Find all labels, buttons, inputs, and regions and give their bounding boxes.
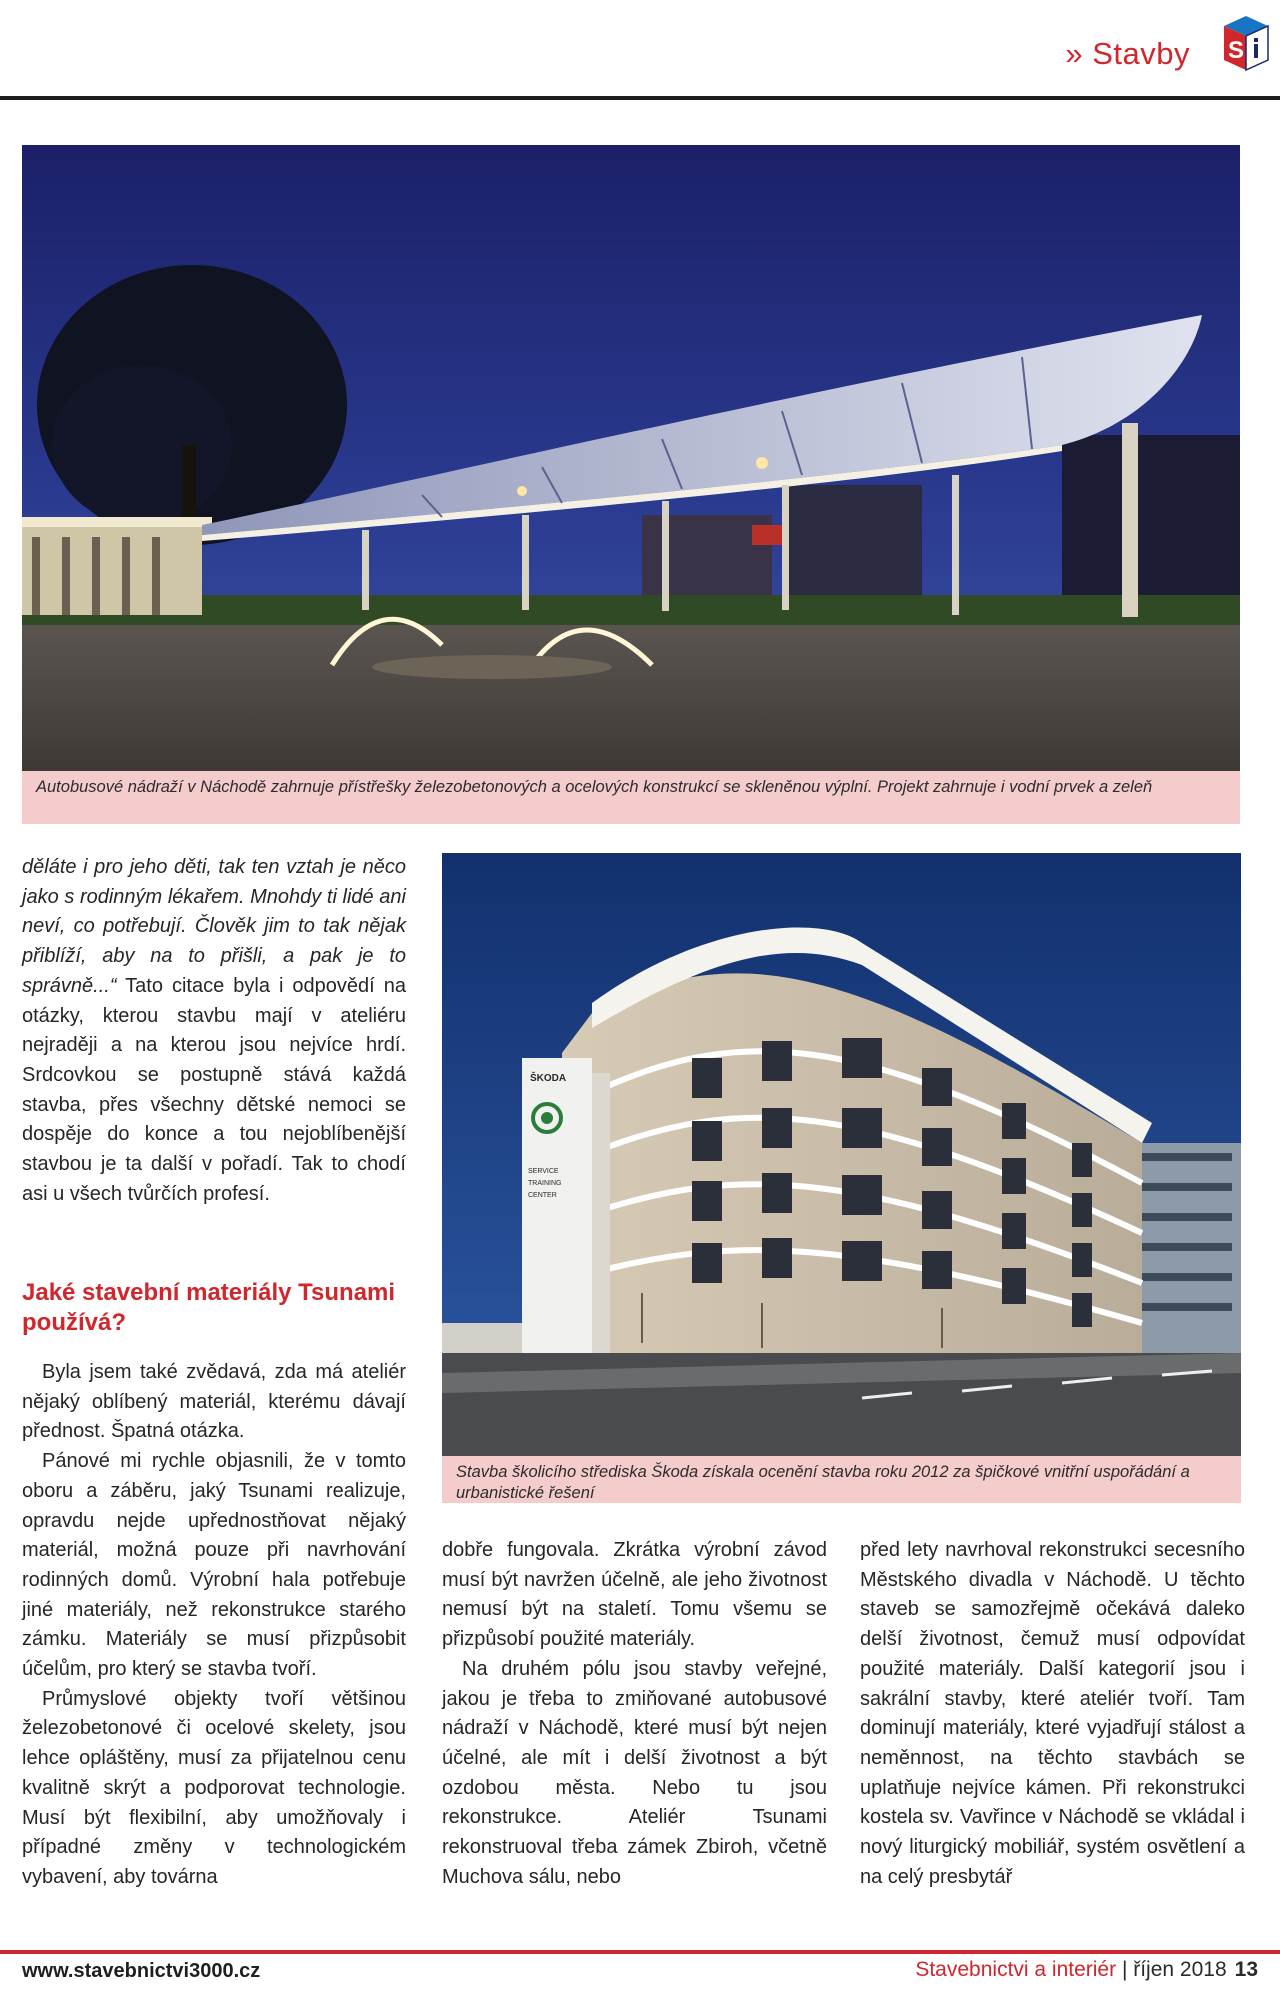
- magazine-footer: [915, 1958, 1258, 1982]
- figure1-caption: Autobusové nádraží v Náchodě zahrnuje přístřešky železobetonových a ocelových konstrukcí se skleněnou výplní. Projekt zahrnuje i vodní prvek a zeleň: [22, 771, 1240, 824]
- column3-text: [860, 1536, 1245, 1892]
- column1-text-top: [22, 853, 406, 1209]
- magazine-name: Stavebnictvi a interiér: [915, 1958, 1117, 1981]
- sign-brand: ŠKODA: [530, 1073, 567, 1084]
- page-number: 13: [1234, 1958, 1258, 1981]
- paragraph-text: Pánové mi rychle objasnili, že v tomto oboru a záběru, jaký Tsunami realizuje, opravdu nejde upřednostňovat nějaký materiál, možná pouze při navrhování rodinných domů. Výrobní hala potřebuje jiné materiály, než rekonstrukce starého zámku. Materiály se musí přizpůsobit účelům, pro který se stavba tvoří.: [22, 1450, 406, 1681]
- column1-text-bottom: [22, 1358, 406, 1893]
- paragraph-text: Byla jsem také zvědavá, zda má ateliér nějaký oblíbený materiál, kterému dávají přednost. Špatná otázka.: [22, 1361, 406, 1443]
- footer-separator: |: [1116, 1958, 1134, 1981]
- paragraph-text: Na druhém pólu jsou stavby veřejné, jakou je třeba to zmiňované autobusové nádraží v Náchodě, které musí být nejen účelné, ale mít i delší životnost a být ozdobou města. Nebo tu jsou rekonstrukce. Ateliér Tsunami rekonstruoval třeba zámek Zbiroh, včetně Muchova sálu, nebo: [442, 1657, 827, 1888]
- website-link[interactable]: www.stavebnictvi3000.cz: [22, 1960, 261, 1982]
- sign-line3: CENTER: [528, 1192, 557, 1199]
- section-heading: Jaké stavební materiály Tsunami používá?: [22, 1279, 396, 1336]
- column2-text: [442, 1536, 827, 1892]
- paragraph-text: Tato citace byla i odpovědí na otázky, kterou stavbu mají v ateliéru nejraději a na kterou jsou nejvíce hrdí. Srdcovkou se postupně stává každá stavba, přes všechny dětské nemoci se dospěje do konce a tou nejoblíbenější stavbou je ta další v pořadí. Tak to chodí asi u všech tvůrčích profesí.: [22, 974, 406, 1205]
- header-rule: [0, 96, 1280, 100]
- section-label: » Stavby: [1065, 36, 1190, 71]
- paragraph-text: před lety navrhoval rekonstrukci secesního Městského divadla v Náchodě. U těchto staveb se samozřejmě očekává daleko delší životnost, čemuž musí odpovídat použité materiály. Další kategorií jsou i sakrální stavby, které ateliér tvoří. Tam dominují materiály, které vyjadřují stálost a neměnnost, na těchto stavbách se uplatňuje nejvíce kámen. Při rekonstrukci kostela sv. Vavřince v Náchodě se vkládal i nový liturgický mobiliář, systém osvětlení a na celý presbytář: [860, 1539, 1245, 1888]
- bus-station-photo: [22, 145, 1240, 771]
- quote-text: děláte i pro jeho děti, tak ten vztah je něco jako s rodinným lékařem. Mnohdy ti lidé ani neví, co potřebují. Člověk jim to tak nějak přiblíží, aby na to přišli, a pak je to správně...“: [22, 856, 406, 997]
- footer-rule: [0, 1950, 1280, 1954]
- svg-text:S: S: [1228, 37, 1245, 64]
- paragraph-text: Průmyslové objekty tvoří většinou železobetonové či ocelové skelety, jsou lehce opláštěny, musí za přijatelnou cenu kvalitně skrýt a podporovat technologie. Musí být flexibilní, aby umožňovaly i případné změny v technologickém vybavení, aby továrna: [22, 1687, 406, 1888]
- figure2-caption: Stavba školicího střediska Škoda získala ocenění stavba roku 2012 za špičkové vnitřní uspořádání a urbanistické řešení: [442, 1456, 1241, 1503]
- skoda-center-photo: [442, 853, 1241, 1456]
- si-logo-icon: [1222, 14, 1270, 72]
- sign-line1: SERVICE: [528, 1168, 559, 1175]
- paragraph-text: dobře fungovala. Zkrátka výrobní závod musí být navržen účelně, ale jeho životnost nemusí být na staletí. Tomu všemu se přizpůsobí použité materiály.: [442, 1539, 827, 1651]
- sign-line2: TRAINING: [528, 1180, 562, 1187]
- issue-date: říjen 2018: [1133, 1958, 1227, 1981]
